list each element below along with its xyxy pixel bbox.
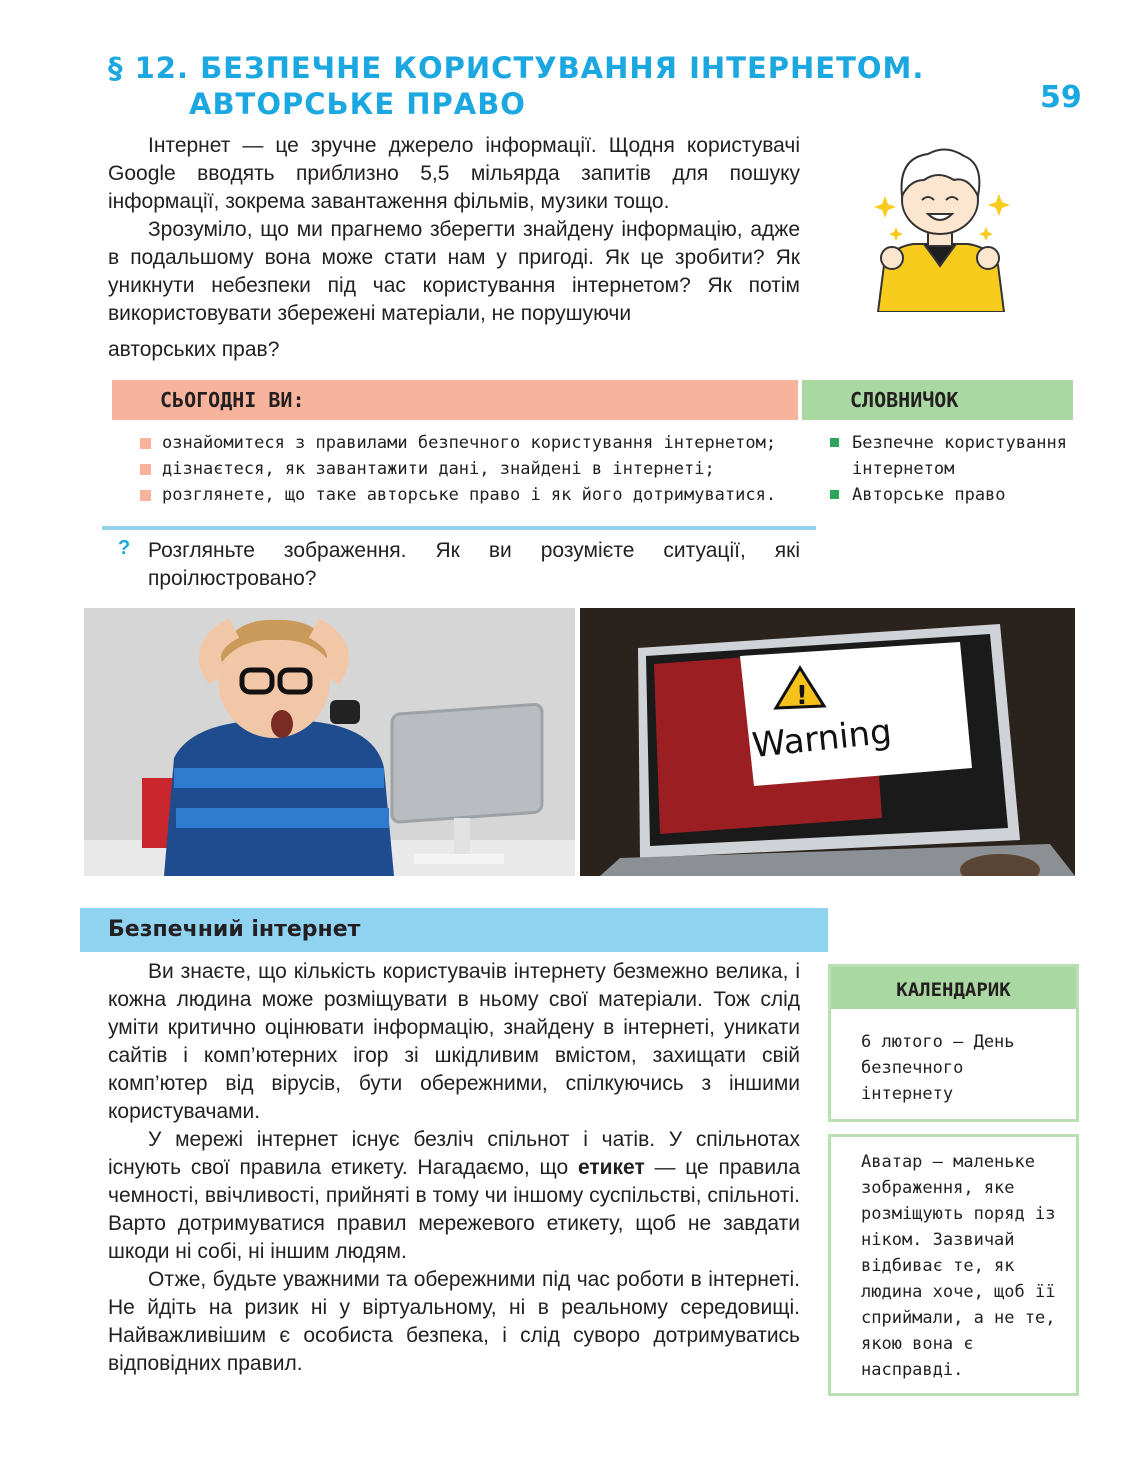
avatar-note-box <box>828 1134 1079 1396</box>
section-paragraph-2-end: — це правила чемності, ввічливості, прийняті в тому чи іншому суспільстві, спільноті. Варто дотримуватися правил мережевого етикету, щоб не завдати шкоди ні собі, ні іншим людям. <box>108 1156 800 1263</box>
calendar-text: 6 лютого — День безпечного інтернету <box>861 1032 1015 1104</box>
list-item: дізнаєтеся, як завантажити дані, знайдені в інтернеті; <box>140 456 800 482</box>
glossary-label: СЛОВНИЧОК <box>850 388 959 412</box>
cheering-boy-illustration <box>868 140 1013 312</box>
list-item: Безпечне користування інтернетом <box>830 430 1070 482</box>
question-mark-icon: ? <box>118 537 131 559</box>
list-item: розглянете, що таке авторське право і як його дотримуватися. <box>140 482 800 508</box>
section-paragraph-2 <box>108 1126 800 1266</box>
intro-paragraph-3: авторських прав? <box>108 338 280 361</box>
section-heading: Безпечний інтернет <box>108 917 361 942</box>
section-paragraph-2-start: У мережі інтернет існує безліч спільнот і чатів. У спільнотах існують свої правила етикету. Нагадаємо, що <box>108 1128 800 1179</box>
section-body <box>108 958 800 1378</box>
calendar-label: КАЛЕНДАРИК <box>896 979 1011 1001</box>
intro-paragraph-2: Зрозуміло, що ми прагнемо зберегти знайдену інформацію, адже в подальшому вона може стати нам у пригоді. Як це зробити? Як уникнути небезпеки під час користування інтернетом? Як потім використовувати збережені матеріали, не порушуючи <box>108 218 800 325</box>
page-title-line1: § 12. БЕЗПЕЧНЕ КОРИСТУВАННЯ ІНТЕРНЕТОМ. <box>108 51 925 85</box>
today-list <box>140 430 800 508</box>
question-text: Розгляньте зображення. Як ви розумієте ситуації, які проілюстровано? <box>148 539 800 590</box>
list-item: ознайомитеся з правилами безпечного користування інтернетом; <box>140 430 800 456</box>
page-title <box>108 50 924 122</box>
glossary-header-bar <box>802 380 1073 420</box>
intro-paragraph-1: Інтернет — це зручне джерело інформації. Щодня користувачі Google вводять приблизно 5,5 мільярда запитів для пошуку інформації, зокрема завантаження фільмів, музики тощо. <box>108 134 800 213</box>
laptop-warning-image <box>580 608 1075 876</box>
divider <box>102 526 816 530</box>
glossary-list <box>830 430 1070 508</box>
calendar-header <box>831 967 1076 1009</box>
today-label: СЬОГОДНІ ВИ: <box>160 388 305 412</box>
section-paragraph-3: Отже, будьте уважними та обережними під час роботи в інтернеті. Не йдіть на ризик ні у віртуальному, ні в реальному середовищі. Найважливішим є особиста безпека, і слід суворо дотримуватись відповідних правил. <box>108 1268 800 1375</box>
question-block <box>118 537 800 593</box>
today-header-bar <box>112 380 798 420</box>
section-paragraph-1: Ви знаєте, що кількість користувачів інтернету безмежно велика, і кожна людина може розміщувати в ньому свої матеріали. Тож слід уміти критично оцінювати інформацію, знайдену в інтернеті, уникати сайтів і комп’ютерних ігор зі шкідливим вмістом, захищати свій комп’ютер від вірусів, бути обережними, спілкуючись з іншими користувачами. <box>108 960 800 1123</box>
intro-text <box>108 132 800 364</box>
calendar-box <box>828 964 1079 1122</box>
warning-symbol: ! <box>796 681 808 711</box>
surprised-boy-image <box>84 608 575 876</box>
term-etiket: етикет <box>577 1156 645 1179</box>
section-heading-bar <box>80 908 828 952</box>
list-item: Авторське право <box>830 482 1070 508</box>
avatar-note-text: Аватар — маленьке зображення, яке розміщують поряд із ніком. Зазвичай відбиває те, як людина хоче, щоб її сприймали, а не те, якою вона є насправді. <box>861 1152 1056 1380</box>
page-title-line2: АВТОРСЬКЕ ПРАВО <box>189 87 526 121</box>
page-number: 59 <box>1040 80 1082 115</box>
warning-text: Warning <box>750 711 894 767</box>
photo-laptop-warning <box>580 608 1075 876</box>
photo-surprised-boy <box>84 608 575 876</box>
